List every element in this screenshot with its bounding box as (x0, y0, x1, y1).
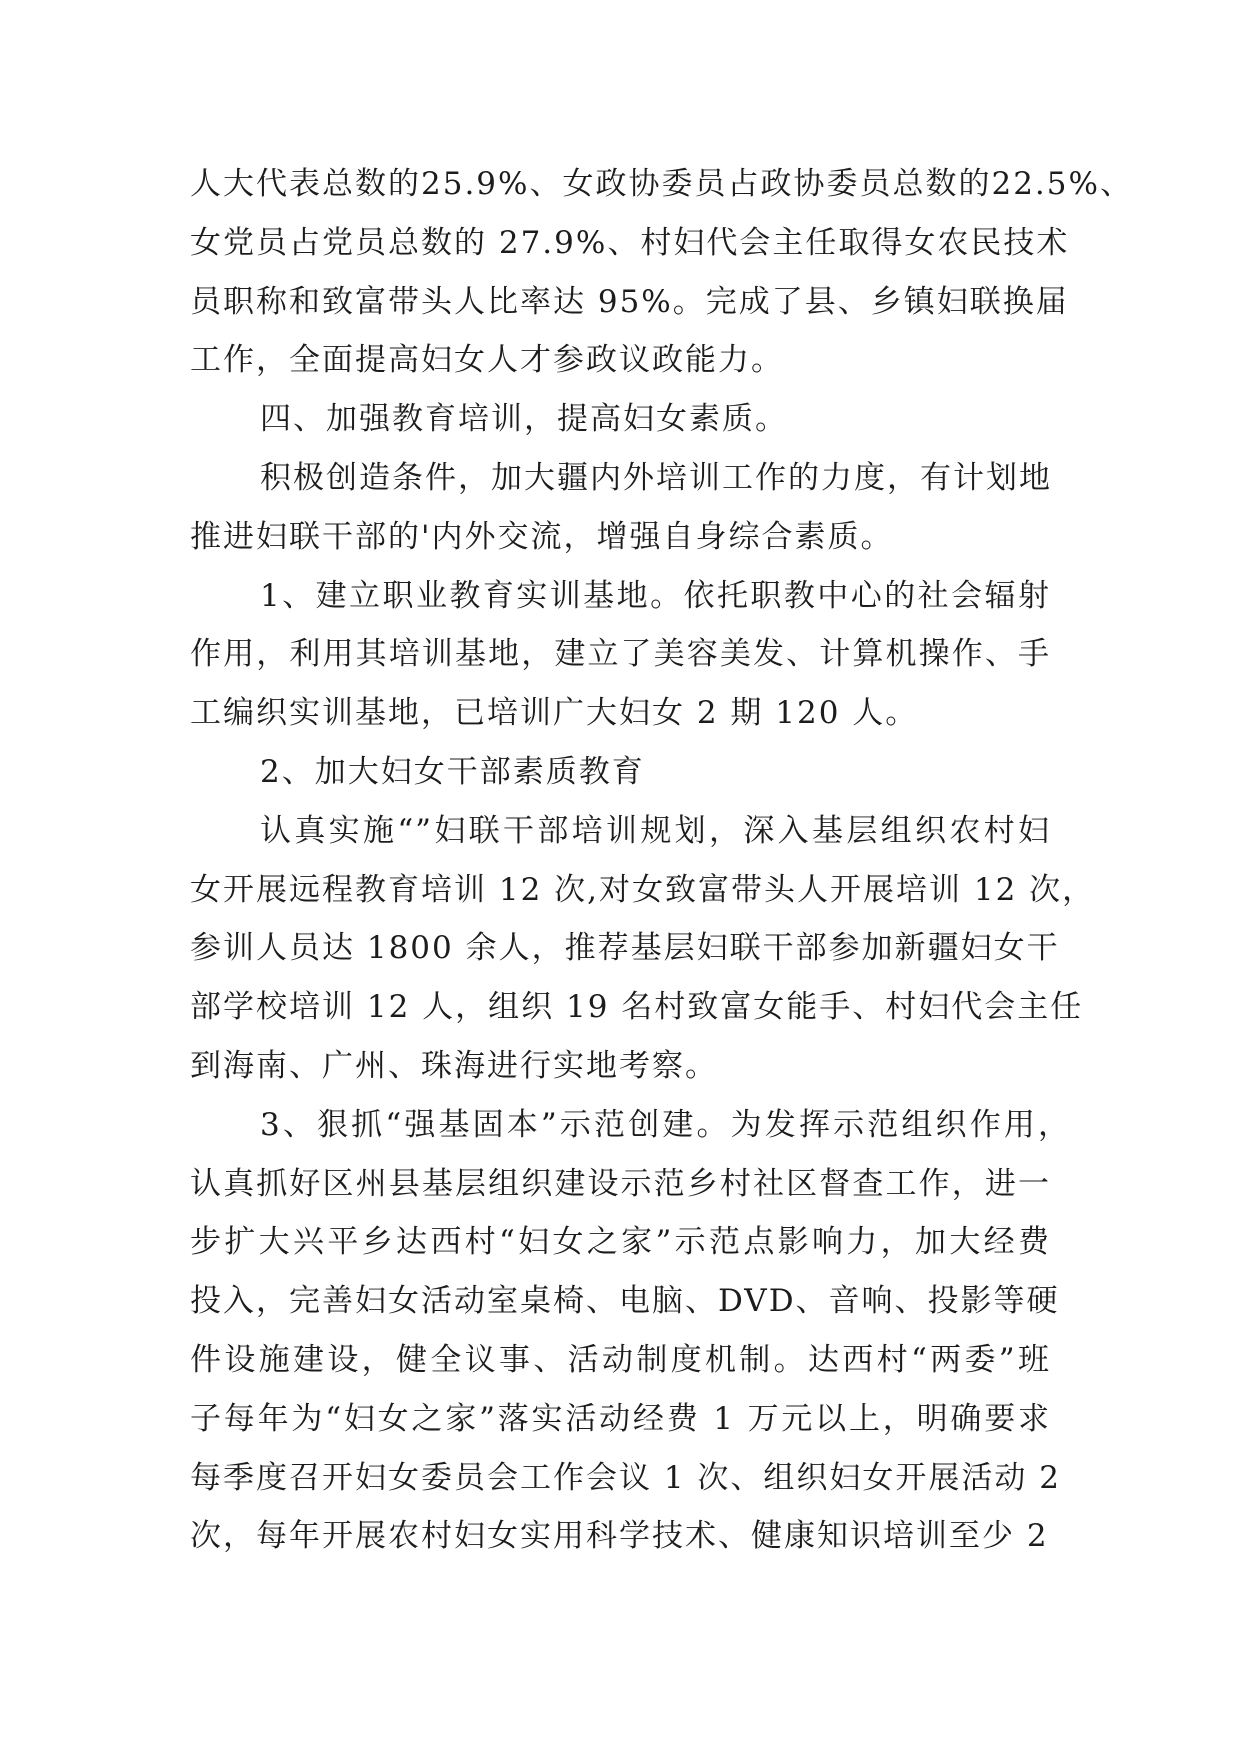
body-text (190, 155, 1133, 1566)
text-line: 积极创造条件，加大疆内外培训工作的力度，有计划地 (260, 459, 1052, 496)
text-line: 认真抓好区州县基层组织建设示范乡村社区督查工作，进一 (190, 1165, 1051, 1202)
text-line: 3、狠抓“强基固本”示范创建。为发挥示范组织作用， (260, 1106, 1071, 1143)
text-line: 女开展远程教育培训 12 次,对女致富带头人开展培训 12 次， (190, 871, 1096, 908)
text-line: 投入，完善妇女活动室桌椅、电脑、DVD、音响、投影等硬 (190, 1283, 1060, 1320)
text-line: 部学校培训 12 人，组织 19 名村致富女能手、村妇代会主任 (190, 989, 1084, 1026)
text-line: 每季度召开妇女委员会工作会议 1 次、组织妇女开展活动 2 (190, 1459, 1062, 1496)
text-line: 工编织实训基地，已培训广大妇女 2 期 120 人。 (190, 695, 919, 732)
text-line: 件设施建设，健全议事、活动制度机制。达西村“两委”班 (190, 1341, 1051, 1378)
text-line: 到海南、广州、珠海进行实地考察。 (190, 1047, 718, 1084)
text-line: 工作，全面提高妇女人才参政议政能力。 (190, 342, 784, 379)
text-line: 参训人员达 1800 余人，推荐基层妇联干部参加新疆妇女干 (190, 930, 1060, 967)
text-line: 步扩大兴平乡达西村“妇女之家”示范点影响力，加大经费 (190, 1224, 1051, 1261)
subsection-heading: 2、加大妇女干部素质教育 (260, 753, 645, 790)
text-line: 1、建立职业教育实训基地。依托职教中心的社会辐射 (260, 577, 1051, 614)
text-line: 子每年为“妇女之家”落实活动经费 1 万元以上，明确要求 (190, 1400, 1051, 1437)
text-line: 人大代表总数的25.9%、女政协委员占政协委员总数的22.5%、 (190, 166, 1133, 202)
text-line: 认真实施“”妇联干部培训规划，深入基层组织农村妇 (260, 812, 1051, 849)
text-line: 女党员占党员总数的 27.9%、村妇代会主任取得女农民技术 (190, 224, 1070, 261)
text-line: 次，每年开展农村妇女实用科学技术、健康知识培训至少 2 (190, 1518, 1049, 1555)
text-line: 作用，利用其培训基地，建立了美容美发、计算机操作、手 (190, 636, 1051, 673)
text-line: 员职称和致富带头人比率达 95%。完成了县、乡镇妇联换届 (190, 283, 1069, 320)
text-line: 推进妇联干部的'内外交流，增强自身综合素质。 (190, 518, 894, 555)
section-heading: 四、加强教育培训，提高妇女素质。 (260, 401, 788, 438)
